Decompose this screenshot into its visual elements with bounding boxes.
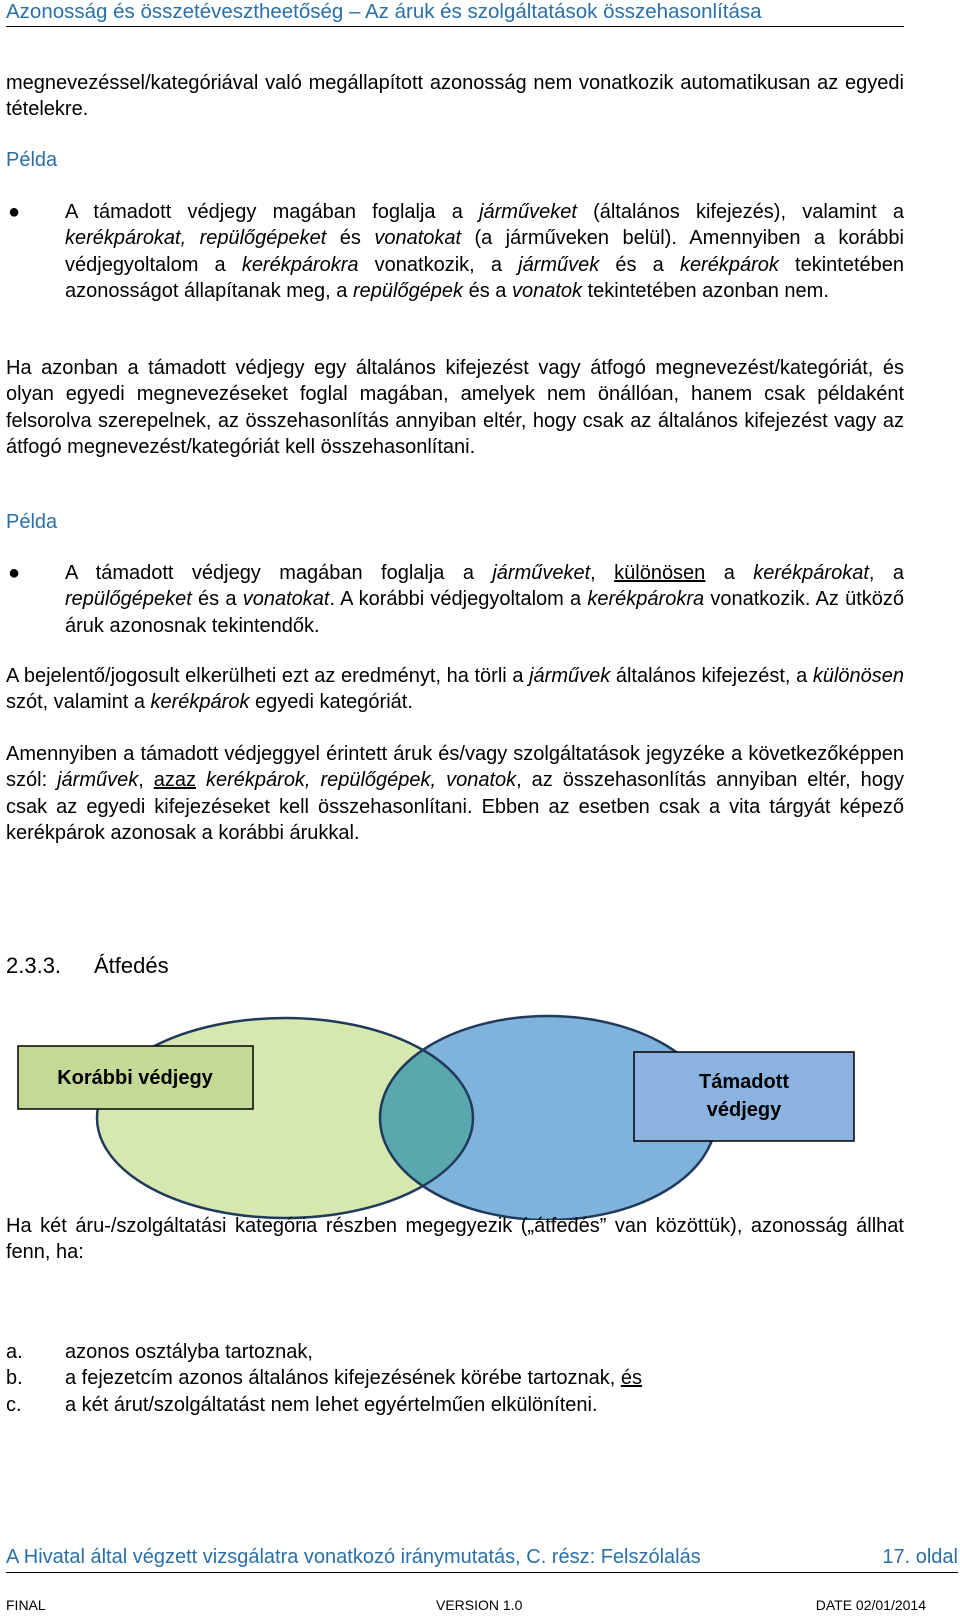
section-number: 2.3.3. [6, 953, 62, 978]
list-item-letter: b. [6, 1367, 23, 1390]
earlier-mark-label: Korábbi védjegy [57, 1067, 213, 1089]
intro-paragraph: megnevezéssel/kategóriával való megállapított azonosság nem vonatkozik automatikusan az egyedi tételekre. [6, 72, 904, 121]
paragraph-3: A bejelentő/jogosult elkerülheti ezt az eredményt, ha törli a járművek általános kifejezést, a különösen szót, valamint a kerékpárok egyedi kategóriát. [6, 665, 905, 714]
list-item-letter: a. [6, 1341, 23, 1363]
date-label: DATE 02/01/2014 [815, 1597, 926, 1613]
paragraph-2: Ha azonban a támadott védjegy egy általános kifejezést vagy átfogó megnevezést/kategóriát, és olyan egyedi megnevezéseket foglal magában, amelyek nem önállóan, hanem csak példaként felsorolva szerepelnek, az összehasonlítás annyiban eltér, hogy csak az általános kifejezést vagy az átfogó megnevezést/kategóriát kell összehasonlítani. [6, 357, 904, 458]
list-item [6, 1365, 904, 1391]
running-header: Azonosság és összetévesztheetőség – Az áruk és szolgáltatások összehasonlítása [6, 0, 904, 27]
list-item-text: azonos osztályba tartoznak, [65, 1341, 313, 1363]
bullet-text-1: A támadott védjegy magában foglalja a járműveket (általános kifejezés), valamint a kerékpárokat, repülőgépeket és vonatokat (a járműveken belül). Amennyiben a korábbi védjegyoltalom a kerékpárokra vonatkozik, a járművek és a kerékpárok tekintetében azonosságot állapítanak meg, a repülőgépek és a vonatok tekintetében azonban nem. [65, 201, 904, 302]
list-item-text: a két árut/szolgáltatást nem lehet egyértelműen elkülöníteni. [65, 1393, 598, 1416]
contested-mark-box [634, 1052, 854, 1141]
example-label-1: Példa [6, 149, 58, 171]
paragraph-4: Amennyiben a támadott védjeggyel érintett áruk és/vagy szolgáltatások jegyzéke a következőképpen szól: járművek, azaz kerékpárok, repülőgépek, vonatok, az összehasonlítás annyiban eltér, hogy csak az egyedi kifejezéseket kell összehasonlítani. Ebben az esetben csak a vita tárgyát képező kerékpárok azonosak a korábbi árukkal. [6, 743, 904, 844]
example-label-2: Példa [6, 511, 58, 533]
version-label: VERSION 1.0 [436, 1597, 523, 1613]
contested-mark-label-line1: Támadott [699, 1071, 789, 1093]
conditions-list [6, 1339, 904, 1418]
venn-diagram [0, 1010, 960, 1220]
list-item [6, 1339, 904, 1365]
section-heading [6, 953, 169, 979]
bullet-icon: ● [8, 562, 21, 584]
paragraph-5: Ha két áru-/szolgáltatási kategória részben megegyezik („átfedés” van közöttük), azonosság állhat fenn, ha: [6, 1215, 904, 1264]
list-item-text: a fejezetcím azonos általános kifejezésének körébe tartoznak, és [65, 1367, 642, 1390]
list-item-letter: c. [6, 1393, 22, 1416]
list-item [6, 1392, 904, 1418]
bullet-icon: ● [8, 201, 21, 223]
status-final: FINAL [6, 1597, 46, 1613]
page-number: 17. oldal [882, 1546, 958, 1568]
bullet-item-1 [6, 199, 904, 304]
running-footer [6, 1544, 958, 1573]
contested-mark-label-line2: védjegy [706, 1099, 782, 1121]
footer-title: A Hivatal által végzett vizsgálatra vonatkozó iránymutatás, C. rész: Felszólalás [6, 1546, 701, 1568]
bullet-text-2: A támadott védjegy magában foglalja a járműveket, különösen a kerékpárokat, a repülőgépeket és a vonatokat. A korábbi védjegyoltalom a kerékpárokra vonatkozik. Az ütköző áruk azonosnak tekintendők. [65, 562, 904, 637]
section-title: Átfedés [94, 953, 169, 978]
bullet-item-2 [6, 560, 904, 639]
